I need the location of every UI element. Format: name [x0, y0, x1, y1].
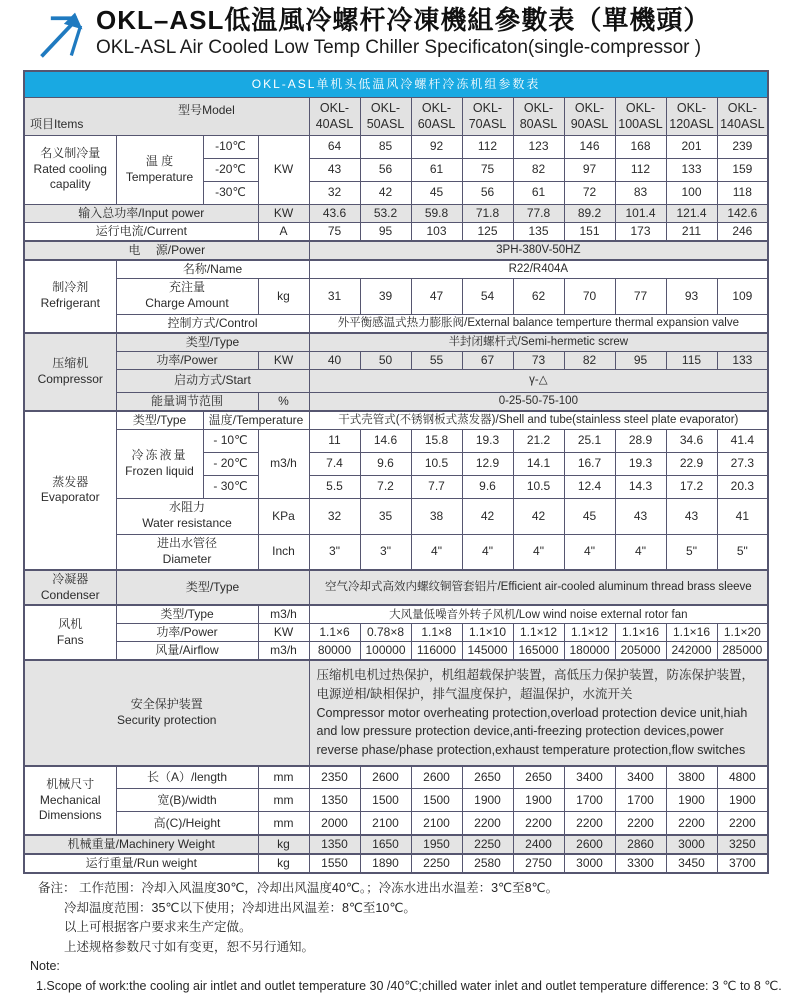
row-label-evaporator-type: 类型/Type: [116, 411, 203, 430]
value-cell: 109: [717, 278, 768, 314]
value-cell: 41: [717, 498, 768, 534]
value-cell: 19.3: [615, 452, 666, 475]
value-cell: 2200: [513, 812, 564, 835]
temp-cell: -10℃: [203, 135, 258, 158]
value-cell: 39: [360, 278, 411, 314]
value-cell: 38: [411, 498, 462, 534]
row-label-zh: 充注量: [168, 280, 205, 295]
row-label-en: Temperature: [125, 169, 194, 184]
note-line-en: 1.Scope of work:the cooling air intlet and outlet temperature 30 /40℃;chilled water inlet and outlet temperature difference: 3 ℃ to 8 ℃.: [36, 979, 782, 994]
value-cell: 14.6: [360, 429, 411, 452]
value-cell: 4": [615, 534, 666, 570]
value-cell: 95: [360, 222, 411, 241]
group-label-zh: 名义制冷量: [40, 146, 101, 161]
value-cell: 123: [513, 135, 564, 158]
value-cell: 2580: [462, 854, 513, 873]
corner-items-label: 项目Items: [30, 116, 84, 131]
row-label-power-supply: 电 源/Power: [24, 241, 309, 260]
row-label-height: 高(C)/Height: [116, 812, 258, 835]
value-cell: 2860: [615, 835, 666, 854]
value-cell: 1900: [462, 789, 513, 812]
value-cell: 25.1: [564, 429, 615, 452]
value-cell: 1.1×12: [513, 624, 564, 642]
value-cell: 10.5: [513, 475, 564, 498]
page-header: [0, 0, 790, 62]
value-cell: 1.1×6: [309, 624, 360, 642]
model-column-header: OKL- 80ASL: [513, 97, 564, 135]
value-cell: 47: [411, 278, 462, 314]
value-cell: 1350: [309, 789, 360, 812]
value-cell: 16.7: [564, 452, 615, 475]
value-cell: 19.3: [462, 429, 513, 452]
table-banner: OKL-ASL单机头低温风冷螺杆冷冻机组参数表: [24, 71, 768, 97]
value-cell: 9.6: [360, 452, 411, 475]
energy-range-value: 0-25-50-75-100: [309, 392, 768, 411]
group-label-dimensions: [24, 766, 116, 835]
value-cell: 5.5: [309, 475, 360, 498]
value-cell: 201: [666, 135, 717, 158]
value-cell: 3800: [666, 766, 717, 789]
value-cell: 211: [666, 222, 717, 241]
value-cell: 55: [411, 351, 462, 369]
value-cell: 239: [717, 135, 768, 158]
unit-cell: KW: [258, 204, 309, 222]
group-label-en: Fans: [56, 632, 84, 647]
model-column-header: OKL- 140ASL: [717, 97, 768, 135]
row-label-width: 宽(B)/width: [116, 789, 258, 812]
value-cell: 15.8: [411, 429, 462, 452]
model-column-header: OKL- 40ASL: [309, 97, 360, 135]
value-cell: 35: [360, 498, 411, 534]
group-label-zh: 机械尺寸: [46, 777, 95, 792]
value-cell: 2600: [411, 766, 462, 789]
unit-cell: kg: [258, 835, 309, 854]
model-column-header: OKL- 60ASL: [411, 97, 462, 135]
value-cell: 168: [615, 135, 666, 158]
refrigerant-name-value: R22/R404A: [309, 260, 768, 279]
value-cell: 42: [462, 498, 513, 534]
row-label-refrigerant-name: 名称/Name: [116, 260, 309, 279]
value-cell: 93: [666, 278, 717, 314]
evaporator-type-value: 干式壳管式(不锈钢板式蒸发器)/Shell and tube(stainless steel plate evaporator): [309, 411, 768, 430]
row-label-zh: 冷冻液量: [131, 447, 188, 462]
value-cell: 2750: [513, 854, 564, 873]
row-label-diameter: [116, 534, 258, 570]
value-cell: 4800: [717, 766, 768, 789]
value-cell: 4": [411, 534, 462, 570]
row-label-energy-range: 能量调节范围: [116, 392, 258, 411]
value-cell: 17.2: [666, 475, 717, 498]
group-label-compressor: [24, 333, 116, 411]
unit-cell: m3/h: [258, 429, 309, 498]
unit-cell: m3/h: [258, 642, 309, 661]
value-cell: 97: [564, 158, 615, 181]
value-cell: 82: [513, 158, 564, 181]
value-cell: 42: [513, 498, 564, 534]
value-cell: 75: [462, 158, 513, 181]
value-cell: 72: [564, 181, 615, 204]
value-cell: 1500: [360, 789, 411, 812]
row-label-evaporator-temp: 温度/Temperature: [203, 411, 309, 430]
value-cell: 133: [717, 351, 768, 369]
page-title: OKL–ASL低温風冷螺杆冷凍機組參數表（單機頭）: [96, 5, 711, 35]
value-cell: 73: [513, 351, 564, 369]
value-cell: 59.8: [411, 204, 462, 222]
group-label-en: Refrigerant: [40, 296, 100, 310]
unit-cell: m3/h: [258, 605, 309, 624]
value-cell: 1.1×16: [615, 624, 666, 642]
value-cell: 121.4: [666, 204, 717, 222]
note-line-zh: 备注： 工作范围：冷却入风温度30℃，冷却出风温度40℃。；冷冻水进出水温差：3℃至8℃。: [38, 880, 559, 895]
value-cell: 1700: [564, 789, 615, 812]
group-label-zh: 蒸发器: [52, 474, 89, 489]
value-cell: 285000: [717, 642, 768, 661]
value-cell: 2100: [411, 812, 462, 835]
value-cell: 100: [666, 181, 717, 204]
value-cell: 146: [564, 135, 615, 158]
row-label-machinery-weight: 机械重量/Machinery Weight: [24, 835, 258, 854]
value-cell: 53.2: [360, 204, 411, 222]
value-cell: 3250: [717, 835, 768, 854]
value-cell: 77: [615, 278, 666, 314]
unit-cell: kg: [258, 278, 309, 314]
value-cell: 22.9: [666, 452, 717, 475]
group-label-refrigerant: [24, 260, 116, 333]
value-cell: 112: [615, 158, 666, 181]
value-cell: 142.6: [717, 204, 768, 222]
row-label-en: Diameter: [162, 551, 212, 566]
value-cell: 1350: [309, 835, 360, 854]
value-cell: 1.1×16: [666, 624, 717, 642]
value-cell: 85: [360, 135, 411, 158]
row-label-zh: 安全保护装置: [130, 697, 203, 712]
temp-cell: -20℃: [203, 158, 258, 181]
value-cell: 116000: [411, 642, 462, 661]
row-label-start: 启动方式/Start: [116, 369, 309, 392]
row-label-en: Charge Amount: [145, 296, 229, 310]
group-label-en: Condenser: [40, 587, 100, 602]
group-label-zh: 风机: [58, 617, 83, 632]
value-cell: 3000: [564, 854, 615, 873]
row-label-control: 控制方式/Control: [116, 314, 309, 333]
group-label-evaporator: [24, 411, 116, 571]
row-label-input-power: 输入总功率/Input power: [24, 204, 258, 222]
value-cell: 4": [462, 534, 513, 570]
value-cell: 1900: [513, 789, 564, 812]
value-cell: 27.3: [717, 452, 768, 475]
value-cell: 1.1×10: [462, 624, 513, 642]
value-cell: 61: [411, 158, 462, 181]
power-supply-value: 3PH-380V-50HZ: [309, 241, 768, 260]
value-cell: 83: [615, 181, 666, 204]
value-cell: 64: [309, 135, 360, 158]
value-cell: 43.6: [309, 204, 360, 222]
value-cell: 2000: [309, 812, 360, 835]
value-cell: 246: [717, 222, 768, 241]
row-label-current: 运行电流/Current: [24, 222, 258, 241]
value-cell: 9.6: [462, 475, 513, 498]
value-cell: 14.3: [615, 475, 666, 498]
value-cell: 101.4: [615, 204, 666, 222]
value-cell: 118: [717, 181, 768, 204]
value-cell: 103: [411, 222, 462, 241]
value-cell: 12.4: [564, 475, 615, 498]
value-cell: 75: [309, 222, 360, 241]
value-cell: 133: [666, 158, 717, 181]
row-label-run-weight: 运行重量/Run weight: [24, 854, 258, 873]
security-text-zh: 压缩机电机过热保护，机组超载保护装置，高低压力保护装置，防冻保护装置，电源逆相/缺相保护，排气温度保护，超温保护，水流开关: [316, 668, 755, 701]
value-cell: 1550: [309, 854, 360, 873]
value-cell: 41.4: [717, 429, 768, 452]
group-label-zh: 制冷剂: [52, 280, 89, 295]
row-label-temperature: [116, 135, 203, 204]
value-cell: 1950: [411, 835, 462, 854]
value-cell: 92: [411, 135, 462, 158]
model-column-header: OKL- 100ASL: [615, 97, 666, 135]
value-cell: 135: [513, 222, 564, 241]
value-cell: 1900: [717, 789, 768, 812]
security-text-cell: [309, 660, 768, 766]
value-cell: 1.1×12: [564, 624, 615, 642]
unit-cell: KW: [258, 624, 309, 642]
value-cell: 3400: [615, 766, 666, 789]
value-cell: 28.9: [615, 429, 666, 452]
note-line-zh: 上述规格参数尺寸如有变更，恕不另行通知。: [64, 939, 315, 954]
value-cell: 4": [564, 534, 615, 570]
group-label-zh: 冷凝器: [52, 572, 89, 586]
value-cell: 1650: [360, 835, 411, 854]
value-cell: 34.6: [666, 429, 717, 452]
value-cell: 205000: [615, 642, 666, 661]
value-cell: 1900: [666, 789, 717, 812]
value-cell: 7.7: [411, 475, 462, 498]
model-column-header: OKL- 120ASL: [666, 97, 717, 135]
value-cell: 5": [717, 534, 768, 570]
value-cell: 0.78×8: [360, 624, 411, 642]
unit-cell: Inch: [258, 534, 309, 570]
value-cell: 2600: [360, 766, 411, 789]
row-label-fans-type: 类型/Type: [116, 605, 258, 624]
value-cell: 2650: [462, 766, 513, 789]
note-line-zh: 以上可根据客户要求来生产定做。: [64, 920, 252, 935]
value-cell: 3450: [666, 854, 717, 873]
value-cell: 2250: [411, 854, 462, 873]
value-cell: 3400: [564, 766, 615, 789]
value-cell: 12.9: [462, 452, 513, 475]
value-cell: 43: [309, 158, 360, 181]
row-label-length: 长（A）/length: [116, 766, 258, 789]
condenser-type-value: 空气冷却式高效内螺纹铜管套铝片/Efficient air-cooled aluminum thread brass sleeve: [309, 570, 768, 605]
value-cell: 3700: [717, 854, 768, 873]
row-label-compressor-power: 功率/Power: [116, 351, 258, 369]
group-label-condenser: [24, 570, 116, 605]
value-cell: 2200: [717, 812, 768, 835]
value-cell: 1500: [411, 789, 462, 812]
row-label-security-protection: [24, 660, 309, 766]
temp-cell: - 20℃: [203, 452, 258, 475]
value-cell: 3000: [666, 835, 717, 854]
temp-cell: - 30℃: [203, 475, 258, 498]
value-cell: 21.2: [513, 429, 564, 452]
value-cell: 67: [462, 351, 513, 369]
fans-type-value: 大风量低噪音外转子风机/Low wind noise external rotor fan: [309, 605, 768, 624]
row-label-water-resistance: [116, 498, 258, 534]
unit-cell: %: [258, 392, 309, 411]
row-label-compressor-type: 类型/Type: [116, 333, 309, 352]
start-value: γ-△: [309, 369, 768, 392]
group-label-zh: 压缩机: [52, 355, 89, 370]
value-cell: 2200: [615, 812, 666, 835]
security-text-en: Compressor motor overheating protection,overload protection device unit,hiah and low pressure protection device,anti-freezing protection devices,power reverse phase/phase protection,exhaust temperature protection,flow switches: [316, 705, 748, 758]
unit-cell: mm: [258, 766, 309, 789]
value-cell: 43: [666, 498, 717, 534]
value-cell: 62: [513, 278, 564, 314]
value-cell: 80000: [309, 642, 360, 661]
value-cell: 32: [309, 181, 360, 204]
value-cell: 95: [615, 351, 666, 369]
arrow-logo-icon: [32, 8, 92, 62]
unit-cell: mm: [258, 789, 309, 812]
page-subtitle: OKL-ASL Air Cooled Low Temp Chiller Specificaton(single-compressor ): [96, 36, 702, 58]
value-cell: 151: [564, 222, 615, 241]
value-cell: 100000: [360, 642, 411, 661]
compressor-type-value: 半封闭螺杆式/Semi-hermetic screw: [309, 333, 768, 352]
value-cell: 2200: [666, 812, 717, 835]
value-cell: 2600: [564, 835, 615, 854]
value-cell: 3": [360, 534, 411, 570]
value-cell: 180000: [564, 642, 615, 661]
value-cell: 42: [360, 181, 411, 204]
group-label-fans: [24, 605, 116, 660]
value-cell: 2200: [564, 812, 615, 835]
group-label-en: Mechanical Dimensions: [38, 792, 102, 823]
row-label-en: Water resistance: [142, 516, 232, 530]
value-cell: 40: [309, 351, 360, 369]
unit-cell: KW: [258, 351, 309, 369]
value-cell: 159: [717, 158, 768, 181]
value-cell: 14.1: [513, 452, 564, 475]
value-cell: 165000: [513, 642, 564, 661]
value-cell: 54: [462, 278, 513, 314]
value-cell: 2400: [513, 835, 564, 854]
value-cell: 2650: [513, 766, 564, 789]
corner-model-label: 型号Model: [178, 102, 235, 117]
value-cell: 1.1×8: [411, 624, 462, 642]
unit-cell: A: [258, 222, 309, 241]
temp-cell: -30℃: [203, 181, 258, 204]
row-label-zh: 水阻力: [168, 500, 205, 515]
value-cell: 1.1×20: [717, 624, 768, 642]
temp-cell: - 10℃: [203, 429, 258, 452]
note-line-zh: 冷却温度范围：35℃以下使用；冷却进出风温差：8℃至10℃。: [64, 900, 416, 915]
value-cell: 125: [462, 222, 513, 241]
value-cell: 242000: [666, 642, 717, 661]
value-cell: 50: [360, 351, 411, 369]
spec-table: [23, 70, 769, 874]
value-cell: 112: [462, 135, 513, 158]
row-label-zh: 进出水管径: [156, 536, 217, 551]
value-cell: 3300: [615, 854, 666, 873]
unit-cell: kg: [258, 854, 309, 873]
value-cell: 32: [309, 498, 360, 534]
row-label-en: Frozen liquid: [125, 463, 194, 478]
value-cell: 56: [462, 181, 513, 204]
model-column-header: OKL- 50ASL: [360, 97, 411, 135]
control-value: 外平衡感温式热力膨胀阀/External balance temperture thermal expansion valve: [309, 314, 768, 333]
value-cell: 7.4: [309, 452, 360, 475]
row-label-frozen-liquid: [116, 429, 203, 498]
row-label-fans-power: 功率/Power: [116, 624, 258, 642]
value-cell: 1700: [615, 789, 666, 812]
value-cell: 31: [309, 278, 360, 314]
value-cell: 71.8: [462, 204, 513, 222]
notes: [30, 881, 790, 995]
unit-cell: KPa: [258, 498, 309, 534]
row-label-condenser-type: 类型/Type: [116, 570, 309, 605]
value-cell: 115: [666, 351, 717, 369]
group-label-en: Compressor: [37, 371, 103, 386]
value-cell: 3": [309, 534, 360, 570]
row-label-zh: 温 度: [145, 153, 174, 168]
value-cell: 56: [360, 158, 411, 181]
value-cell: 11: [309, 429, 360, 452]
title-block: [96, 6, 710, 60]
row-label-airflow: 风量/Airflow: [116, 642, 258, 661]
group-label-rated-cooling: [24, 135, 116, 204]
value-cell: 2350: [309, 766, 360, 789]
unit-cell: mm: [258, 812, 309, 835]
value-cell: 45: [411, 181, 462, 204]
unit-cell: KW: [258, 135, 309, 204]
group-label-en: Evaporator: [40, 490, 100, 505]
value-cell: 173: [615, 222, 666, 241]
model-column-header: OKL- 90ASL: [564, 97, 615, 135]
model-column-header: OKL- 70ASL: [462, 97, 513, 135]
value-cell: 20.3: [717, 475, 768, 498]
value-cell: 10.5: [411, 452, 462, 475]
note-label: Note:: [30, 959, 60, 974]
row-label-charge-amount: [116, 278, 258, 314]
value-cell: 2100: [360, 812, 411, 835]
group-label-en: Rated cooling capality: [33, 161, 107, 192]
corner-cell: [24, 97, 309, 135]
value-cell: 1890: [360, 854, 411, 873]
value-cell: 77.8: [513, 204, 564, 222]
value-cell: 45: [564, 498, 615, 534]
value-cell: 145000: [462, 642, 513, 661]
value-cell: 5": [666, 534, 717, 570]
value-cell: 2250: [462, 835, 513, 854]
value-cell: 82: [564, 351, 615, 369]
value-cell: 7.2: [360, 475, 411, 498]
value-cell: 61: [513, 181, 564, 204]
value-cell: 2200: [462, 812, 513, 835]
value-cell: 43: [615, 498, 666, 534]
row-label-en: Security protection: [117, 713, 217, 728]
value-cell: 4": [513, 534, 564, 570]
value-cell: 70: [564, 278, 615, 314]
value-cell: 89.2: [564, 204, 615, 222]
